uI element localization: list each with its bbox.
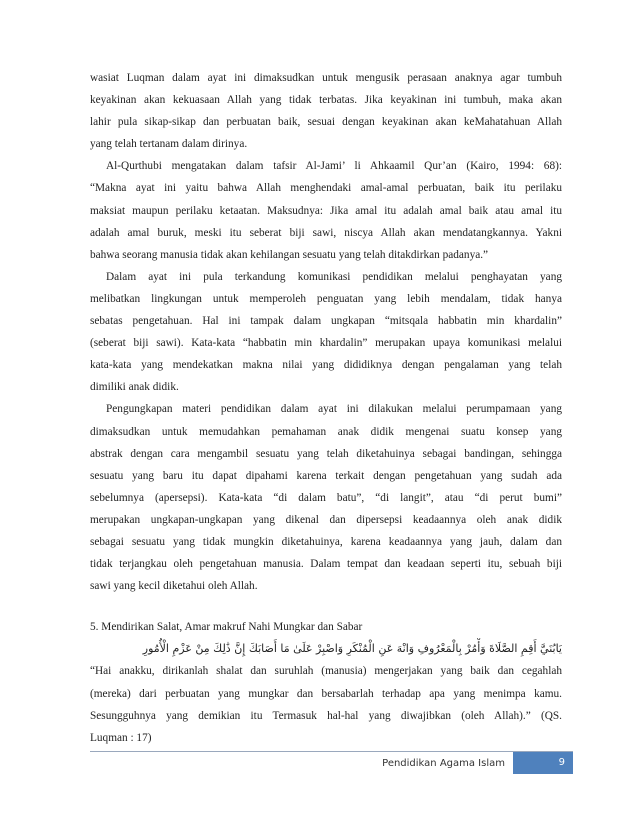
text-line: (seberat biji sawi). Kata-kata “habbatin min khardalin” merupakan upaya komunikasi melalui xyxy=(90,337,562,350)
text-line: bahwa seorang manusia tidak akan kehilangan sesuatu yang telah ditakdirkan padanya.” xyxy=(90,248,489,261)
verse-translation xyxy=(90,660,562,748)
text-line: adalah amal buruk, meski itu seberat biji sawi, niscya Allah akan mendatangkannya. Yakni xyxy=(90,226,562,239)
text-line: sebatas pengetahuan. Hal ini tampak dalam ungkapan “mitsqala habbatin min khardalin” xyxy=(90,315,562,328)
text-line: abstrak dengan cara mengambil sesuatu yang telah diketahuinya sebagai bandingan, sehingga xyxy=(90,447,562,460)
text-line: Luqman : 17) xyxy=(90,731,152,744)
text-line: melibatkan lingkungan untuk memperoleh penguatan yang lebih mendalam, tidak hanya xyxy=(90,292,562,305)
paragraph-block xyxy=(90,67,562,597)
text-line: dimaksudkan untuk memudahkan pemahaman anak didik mengenai suatu konsep yang xyxy=(90,425,562,438)
text-line: sebelumnya (apersepsi). Kata-kata “di dalam batu”, “di langit”, atau “di perut bumi” xyxy=(90,491,562,504)
body-text xyxy=(90,67,562,749)
text-line: Sesungguhnya yang demikian itu Termasuk hal-hal yang diwajibkan (oleh Allah).” (QS. xyxy=(90,709,562,722)
text-line: yang telah tertanam dalam dirinya. xyxy=(90,138,248,151)
text-line: kata-kata yang mendekatkan makna nilai yang dididiknya dengan pengalaman yang telah xyxy=(90,359,562,372)
text-line: merupakan ungkapan-ungkapan yang dikenal dan dipersepsi keadaannya oleh anak didik xyxy=(90,513,562,526)
text-line: (mereka) dari perbuatan yang mungkar dan bersabarlah terhadap apa yang menimpa kamu. xyxy=(90,687,562,700)
text-line: Pengungkapan materi pendidikan dalam ayat ini dilakukan melalui perumpamaan yang xyxy=(106,403,562,416)
text-line: sebagai sesuatu yang tidak mungkin diketahuinya, karena keadaannya yang jauh, dalam dan xyxy=(90,535,562,548)
text-line: keyakinan akan kekuasaan Allah yang tidak terbatas. Jika keyakinan ini tumbuh, maka akan xyxy=(90,94,562,107)
page-number: 9 xyxy=(513,752,573,774)
text-line: “Hai anakku, dirikanlah shalat dan suruhlah (manusia) mengerjakan yang baik dan cegahlah xyxy=(90,665,562,678)
text-line: “Makna ayat ini yaitu bahwa Allah menghendaki amal-amal perbuatan, baik itu perilaku xyxy=(90,182,562,195)
text-line: lahir pula sikap-sikap dan perbuatan baik, sesuai dengan keyakinan akan keMahatahuan Allah xyxy=(90,116,562,129)
text-line: sesuatu yang baru itu dapat dipahami karena terkait dengan pengetahuan yang sudah ada xyxy=(90,469,562,482)
text-line: wasiat Luqman dalam ayat ini dimaksudkan untuk mengusik perasaan anaknya agar tumbuh xyxy=(90,72,562,84)
footer-title: Pendidikan Agama Islam xyxy=(382,758,505,769)
text-line: maksiat maupun perilaku ketaatan. Maksudnya: Jika amal itu adalah amal baik atau amal itu xyxy=(90,204,562,217)
text-line: sawi yang kecil diketahui oleh Allah. xyxy=(90,580,258,593)
arabic-verse: يَابُنَيَّ أَقِمِ الصَّلَاةَ وَأْمُرْ بِالْمَعْرُوفِ وَانْهَ عَنِ الْمُنْكَرِ وَاصْبِرْ عَلَىٰ مَا أَصَابَكَ إِنَّ ذَٰلِكَ مِنْ عَزْمِ الْأُمُورِ xyxy=(142,642,562,656)
text-line: Al-Qurthubi mengatakan dalam tafsir Al-Jami’ li Ahkaamil Qur’an (Kairo, 1994: 68): xyxy=(106,160,562,173)
text-line: dimiliki anak didik. xyxy=(90,381,179,394)
page-footer xyxy=(90,751,573,774)
text-line: tidak terjangkau oleh pengetahuan manusia. Dalam tempat dan keadaan seperti itu, sebuah biji xyxy=(90,558,562,571)
text-line: Dalam ayat ini pula terkandung komunikasi pendidikan melalui penghayatan yang xyxy=(106,270,562,283)
section-heading: 5. Mendirikan Salat, Amar makruf Nahi Mungkar dan Sabar xyxy=(90,621,363,634)
